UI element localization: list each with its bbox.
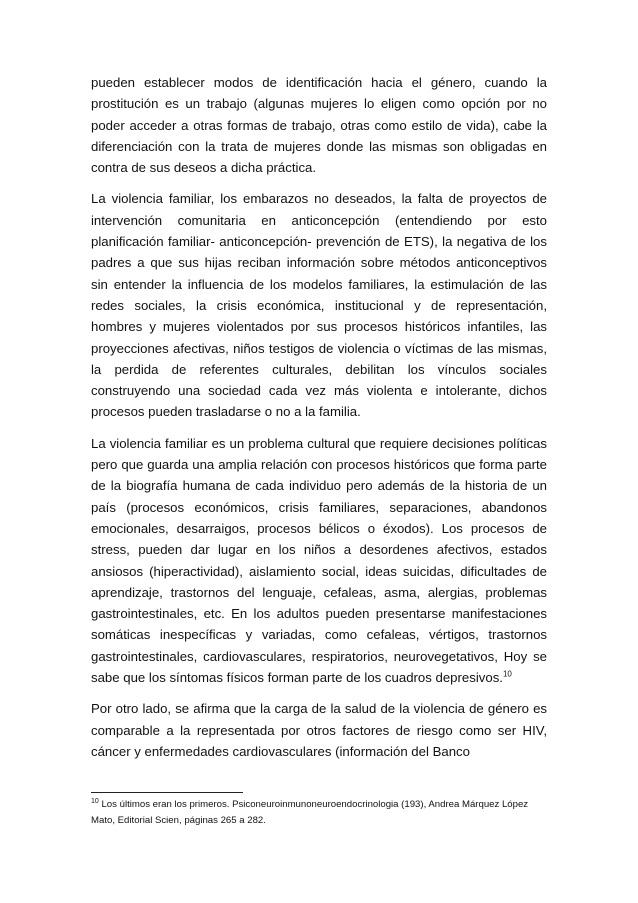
paragraph-3 [91,433,547,689]
paragraph-4 [91,698,547,762]
footnote-number: 10 [91,797,99,805]
paragraph-3-text: La violencia familiar es un problema cultural que requiere decisiones políticas pero que guarda una amplia relación con procesos históricos que forma parte de la biografía humana de cada individuo pero además de la historia de un país (procesos económicos, crisis familiares, separaciones, abandonos emocionales, desarraigos, procesos bélicos o éxodos). Los procesos de stress, pueden dar lugar en los niños a desordenes afectivos, estados ansiosos (hiperactividad), aislamiento social, ideas suicidas, dificultades de aprendizaje, trastornos del lenguaje, cefaleas, asma, alergias, problemas gastrointestinales, etc. En los adultos pueden presentarse manifestaciones somáticas inespecíficas y variadas, como cefaleas, vértigos, trastornos gastrointestinales, cardiovasculares, respiratorios, neurovegetativos, Hoy se sabe que los síntomas físicos forman parte de los cuadros depresivos. [91,435,547,686]
footnote-reference: 10 [502,669,512,679]
paragraph-2 [91,188,547,422]
paragraph-1 [91,72,547,178]
paragraph-4-text: Por otro lado, se afirma que la carga de la salud de la violencia de género es comparable a la representada por otros factores de riesgo como ser HIV, cáncer y enfermedades cardiovasculares (información del Banco [91,701,547,759]
document-body [91,72,547,772]
footnote-text: Los últimos eran los primeros. Psiconeuroinmunoneuroendocrinologia (193), Andrea Márquez López Mato, Editorial Scien, páginas 265 a 282. [91,799,529,826]
paragraph-1-text: pueden establecer modos de identificación hacia el género, cuando la prostitución es un trabajo (algunas mujeres lo eligen como opción por no poder acceder a otras formas de trabajo, otras como estilo de vida), cabe la diferenciación con la trata de mujeres donde las mismas son obligadas en contra de sus deseos a dicha práctica. [91,75,547,176]
paragraph-2-text: La violencia familiar, los embarazos no deseados, la falta de proyectos de intervención comunitaria en anticoncepción (entendiendo por esto planificación familiar- anticoncepción- prevención de ETS), la negativa de los padres a que sus hijas reciban información sobre métodos anticonceptivos sin entender la influencia de los modelos familiares, la estimulación de las redes sociales, la crisis económica, institucional y de representación, hombres y mujeres violentados por sus procesos históricos infantiles, las proyecciones afectivas, niños testigos de violencia o víctimas de las mismas, la perdida de referentes culturales, debilitan los vínculos sociales construyendo una sociedad cada vez más violenta e intolerante, dichos procesos pueden trasladarse o no a la familia. [91,191,547,420]
footnote-divider [91,792,243,793]
footnote [91,797,547,829]
